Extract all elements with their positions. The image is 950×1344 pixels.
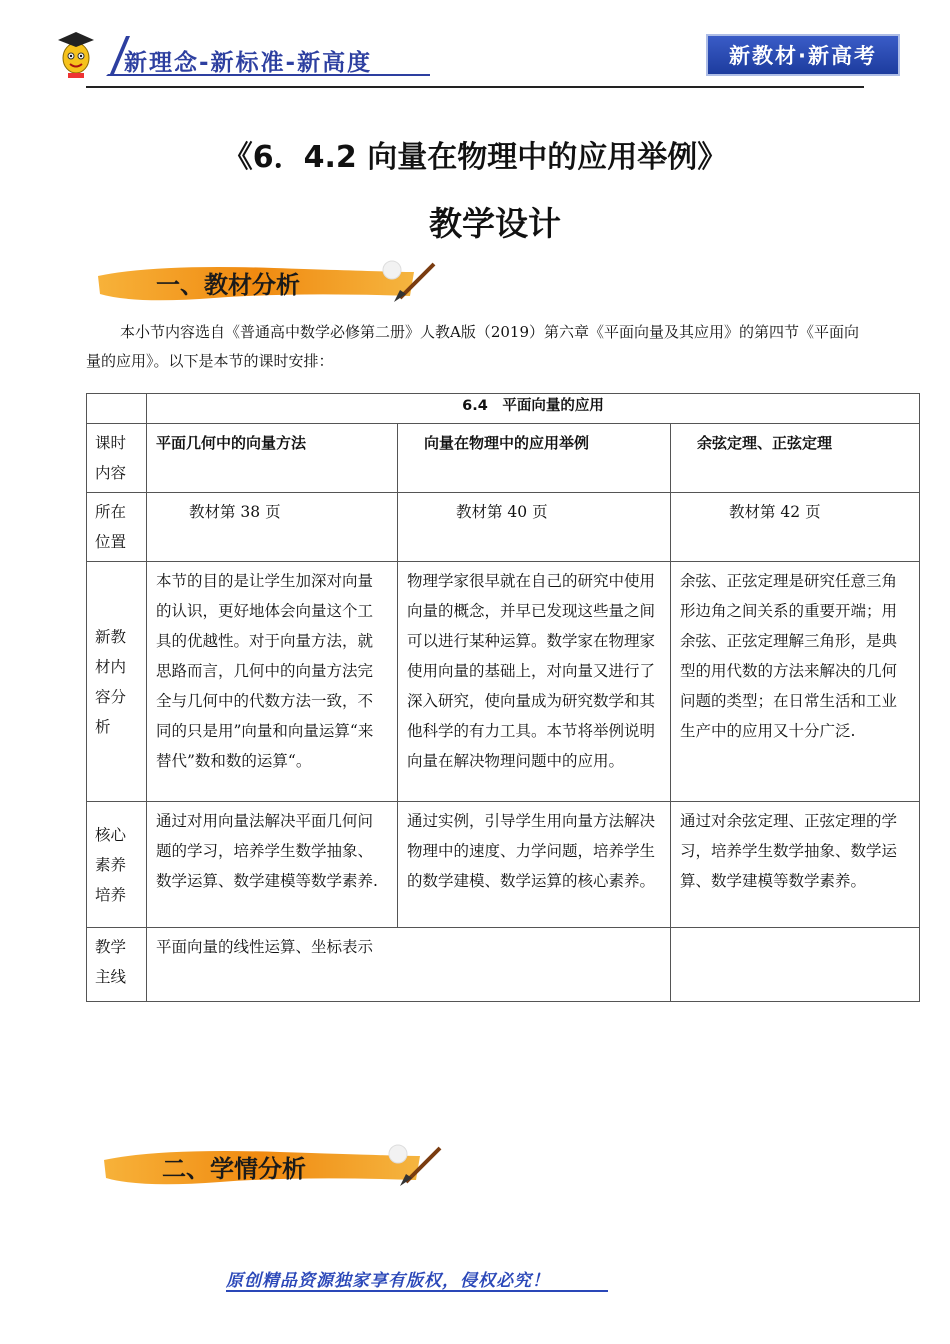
row-label: 课时内容: [87, 424, 147, 493]
table-cell: 平面向量的线性运算、坐标表示: [147, 928, 671, 1002]
document-title: 《6．4.2 向量在物理中的应用举例》: [222, 140, 728, 175]
slogan-text: 新理念-新标准-新高度: [124, 50, 373, 76]
footer-underline: [226, 1290, 608, 1292]
section-banner-2: [100, 1142, 460, 1190]
header-divider: [86, 86, 864, 88]
intro-paragraph: [86, 318, 866, 376]
table-row: [87, 562, 920, 802]
row-label: 核心素养培养: [87, 802, 147, 928]
table-cell: 向量在物理中的应用举例: [398, 424, 671, 493]
row-label: 所在位置: [87, 493, 147, 562]
mascot-icon: [58, 32, 94, 78]
lesson-plan-table: [86, 393, 920, 1002]
table-corner-cell: [87, 394, 147, 424]
table-cell: 余弦定理、正弦定理: [671, 424, 920, 493]
row-label: 教学主线: [87, 928, 147, 1002]
table-cell: 教材第 42 页: [671, 493, 920, 562]
table-row: [87, 802, 920, 928]
table-cell: 教材第 40 页: [398, 493, 671, 562]
section-heading-1: 一、教材分析: [156, 271, 300, 299]
table-title: 6.4 平面向量的应用: [147, 394, 920, 424]
table-cell: 通过对余弦定理、正弦定理的学习，培养学生数学抽象、数学运算、数学建模等数学素养。: [671, 802, 920, 928]
row-label: 新教材内容分析: [87, 562, 147, 802]
section-heading-2: 二、学情分析: [162, 1155, 306, 1183]
copyright-notice: 原创精品资源独家享有版权，侵权必究！: [226, 1271, 550, 1291]
table-title-row: [87, 394, 920, 424]
header-slogan: [50, 30, 430, 80]
table-row: [87, 424, 920, 493]
table-cell: 教材第 38 页: [147, 493, 398, 562]
table-cell: 余弦、正弦定理是研究任意三角形边角之间关系的重要开端；用余弦、正弦定理解三角形，是典型的用代数的方法来解决的几何问题的类型；在日常生活和工业生产中的应用又十分广泛.: [671, 562, 920, 802]
table-cell: 通过对用向量法解决平面几何问题的学习，培养学生数学抽象、数学运算、数学建模等数学素养.: [147, 802, 398, 928]
intro-text: 本小节内容选自《普通高中数学必修第二册》人教A版（2019）第六章《平面向量及其应用》的第四节《平面向量的应用》。以下是本节的课时安排：: [86, 323, 860, 370]
header-badge: 新教材·新高考: [706, 34, 900, 76]
table-cell: 平面几何中的向量方法: [147, 424, 398, 493]
table-cell: 通过实例，引导学生用向量方法解决物理中的速度、力学问题，培养学生的数学建模、数学运算的核心素养。: [398, 802, 671, 928]
section-banner-1: [94, 258, 454, 306]
document-subtitle: 教学设计: [429, 204, 561, 243]
table-row: [87, 928, 920, 1002]
table-cell: 本节的目的是让学生加深对向量的认识，更好地体会向量这个工具的优越性。对于向量方法，就思路而言，几何中的向量方法完全与几何中的代数方法一致，不同的只是用”向量和向量运算“来替代”数和数的运算“。: [147, 562, 398, 802]
table-cell: [671, 928, 920, 1002]
table-row: [87, 493, 920, 562]
table-cell: 物理学家很早就在自己的研究中使用向量的概念，并早已发现这些量之间可以进行某种运算。数学家在物理家使用向量的基础上，对向量又进行了深入研究，使向量成为研究数学和其他科学的有力工具。本节将举例说明向量在解决物理问题中的应用。: [398, 562, 671, 802]
